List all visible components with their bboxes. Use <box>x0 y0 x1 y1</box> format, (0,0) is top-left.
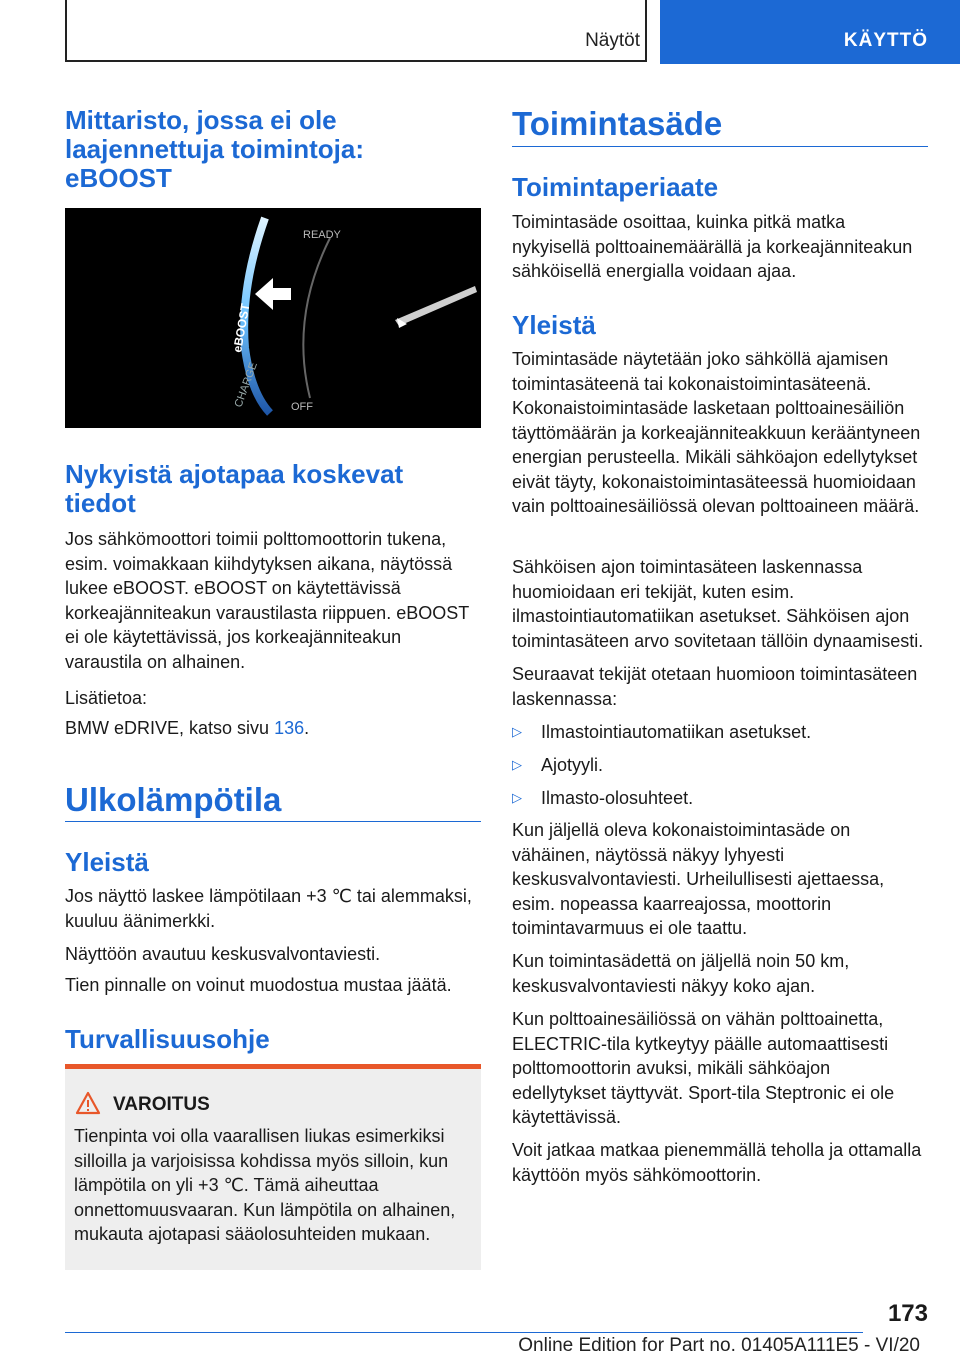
heading-outside-temperature: Ulkolämpötila <box>65 781 282 818</box>
eboost-gauge-illustration <box>65 208 481 428</box>
heading-eboost: Mittaristo, jossa ei ole laajennettuja toimintoja: eBOOST <box>65 105 365 193</box>
bullet-triangle-icon: ▷ <box>512 757 522 772</box>
warning-box <box>65 1064 481 1270</box>
paragraph-general-1: Toimintasäde näytetään joko sähköllä ajamisen toimintasäteenä tai kokonaistoimintasäteenä. Kokonaistoimintasäde lasketaan polttoainesäiliön täyttömäärän ja korkeajänniteakkuun kerääntyneen energian perusteella. Mikäli sähköajon edellytykset eivät täyty, kokonaistoimintasäteessä huomioidaan vain polttoainesäiliössä olevan polttoaineen määrä. <box>512 349 921 516</box>
heading-current-driving: Nykyistä ajotapaa koskevat tiedot <box>65 459 404 518</box>
paragraph-message: Näyttöön avautuu keskusvalvontaviesti. <box>65 944 381 964</box>
paragraph-current-driving: Jos sähkömoottori toimii polttomoottorin tukena, esim. voimakkaan kiihdytyksen aikana, näytössä lukee eBOOST. eBOOST on käytettävissä korkeajänniteakun varaustilasta riippuen. eBOOST ei ole käytettävissä, jos korkeajänniteakun varaustila on alhainen. <box>65 529 469 672</box>
gauge-charge-label: CHARGE <box>232 360 260 410</box>
paragraph-principle: Toimintasäde osoittaa, kuinka pitkä matka nykyisellä polttoainemäärällä ja korkeajänniteakun sähköisellä energialla voidaan ajaa. <box>512 212 913 281</box>
heading-principle: Toimintaperiaate <box>512 172 719 202</box>
paragraph-continue: Voit jatkaa matkaa pienemmällä teholla ja ottamalla käyttöön myös sähkömoottorin. <box>512 1140 922 1185</box>
warning-text: Tienpinta voi olla vaarallisen liukas esimerkiksi silloilla ja varjoisissa kohdissa myös silloin, kun lämpötila on yli +3 ℃. Tämä aiheuttaa onnettomuusvaaran. Kun lämpötila on alhainen, mukauta ajotapasi sääolosuhteiden mukaan. <box>74 1126 456 1244</box>
warning-title: VAROITUS <box>113 1094 210 1115</box>
gauge-ready-label: READY <box>303 229 341 241</box>
gauge-off-label: OFF <box>291 401 313 413</box>
paragraph-bmw-edrive <box>65 716 481 741</box>
warning-triangle-icon <box>75 1091 101 1115</box>
paragraph-black-ice: Tien pinnalle on voinut muodostua mustaa jäätä. <box>65 975 452 995</box>
paragraph-factors: Seuraavat tekijät otetaan huomioon toimintasäteen laskennassa: <box>512 664 918 709</box>
header-frame <box>65 0 647 62</box>
footer-edition: Online Edition for Part no. 01405A111E5 - VI/20 <box>518 1335 920 1356</box>
arrow-left-icon <box>255 278 291 310</box>
divider-outside-temperature <box>65 821 481 822</box>
header-section-title: Näytöt <box>585 30 640 51</box>
warning-bar <box>65 1064 481 1069</box>
heading-range: Toimintasäde <box>512 105 723 142</box>
paragraph-temperature-warning: Jos näyttö laskee lämpötilaan +3 ℃ tai alemmaksi, kuuluu äänimerkki. <box>65 886 472 931</box>
bullet-triangle-icon: ▷ <box>512 790 522 805</box>
bullet-triangle-icon: ▷ <box>512 724 522 739</box>
header-chapter-tab[interactable]: KÄYTTÖ <box>660 0 960 64</box>
gauge-eboost-label: eBOOST <box>230 302 253 354</box>
footer-divider <box>65 1332 863 1333</box>
heading-safety: Turvallisuusohje <box>65 1024 270 1054</box>
paragraph-50km: Kun toimintasädettä on jäljellä noin 50 km, keskusvalvontaviesti näkyy koko ajan. <box>512 951 850 996</box>
paragraph-more-info: Lisätietoa: <box>65 688 148 708</box>
bmw-edrive-text: BMW eDRIVE, katso sivu <box>65 718 275 738</box>
paragraph-general-2: Sähköisen ajon toimintasäteen laskennassa huomioidaan eri tekijät, kuten esim. ilmastointiautomatiikan asetukset. Sähköisen ajon toimintasäteen arvo sovitetaan tällöin dynaamisesti. <box>512 557 924 651</box>
paragraph-low-fuel: Kun polttoainesäiliössä on vähän polttoainetta, ELECTRIC-tila kytkeytyy päälle automaattisesti polttomoottorin avuksi, mikäli sähköajon edellytykset täyttyvät. Sport-tila Steptronic ei ole käytettävissä. <box>512 1009 895 1127</box>
divider-range <box>512 146 928 147</box>
eboost-gauge-figure <box>65 208 481 428</box>
heading-general-left: Yleistä <box>65 847 149 877</box>
page-136-link[interactable]: 136 <box>274 718 305 738</box>
page-number: 173 <box>887 1300 928 1327</box>
heading-general-right: Yleistä <box>512 310 596 340</box>
paragraph-low-range: Kun jäljellä oleva kokonaistoimintasäde on vähäinen, näytössä näkyy lyhyesti keskusvalvontaviesti. Urheilullisesti ajettaessa, esim. nopeassa kaarreajossa, moottorin toimintavarmuus ei ole taattu. <box>512 820 885 938</box>
bmw-edrive-end: . <box>304 718 310 738</box>
